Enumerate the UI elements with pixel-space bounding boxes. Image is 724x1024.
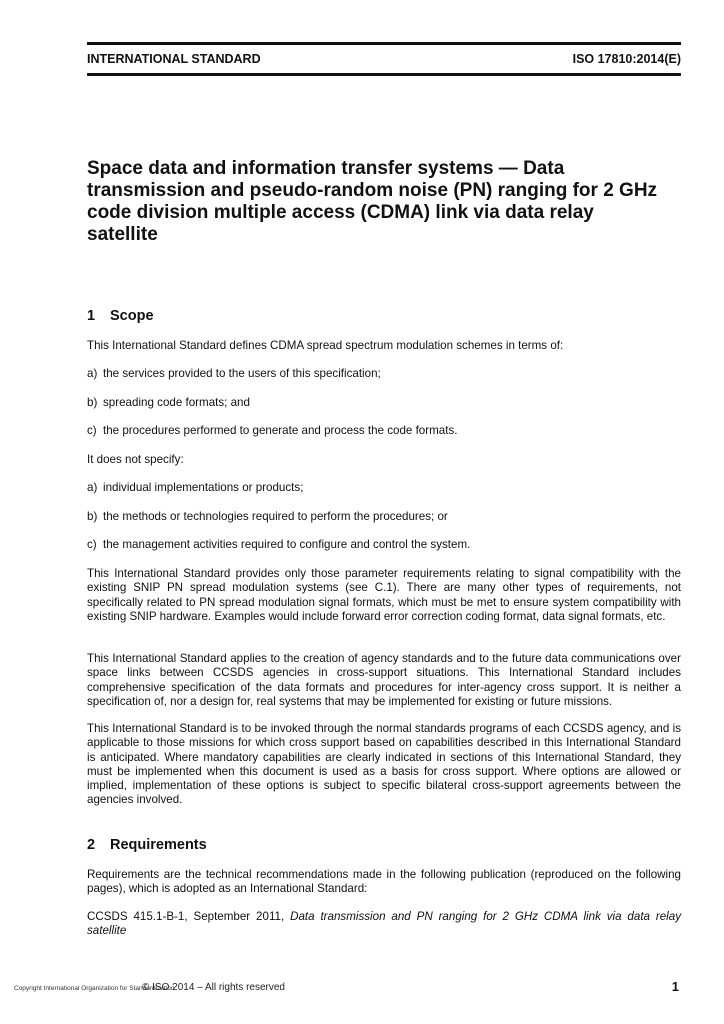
header-top-rule — [87, 42, 681, 45]
section-2-heading — [87, 837, 207, 853]
section-number: 1 — [87, 308, 96, 324]
document-title — [87, 158, 687, 246]
section-number: 2 — [87, 837, 96, 853]
section-title: Scope — [110, 308, 154, 324]
list-item: c) the procedures performed to generate and process the code formats. — [87, 424, 458, 437]
scope-paragraph-1: This International Standard provides only those parameter requirements relating to signal compatibility with the existing SNIP PN spread modulation systems (see C.1). There are many other types of requirements, not specifically related to PN spread modulation signal formats, which must be met to ensure system compatibility with existing SNIP hardware. Examples would include forward error correction coding format, data signal formats, etc. — [87, 567, 681, 623]
reference-citation — [87, 910, 681, 939]
scope-intro: This International Standard defines CDMA spread spectrum modulation schemes in terms of: — [87, 339, 564, 352]
section-title: Requirements — [110, 837, 207, 853]
list-item: a) the services provided to the users of this specification; — [87, 367, 381, 380]
title-line: Space data and information transfer systems — Data — [87, 158, 565, 179]
reference-title: Data transmission and PN ranging for 2 GHz CDMA link via data relay satellite — [87, 910, 681, 938]
header-standard-type: INTERNATIONAL STANDARD — [87, 52, 261, 66]
list-item: b) spreading code formats; and — [87, 396, 250, 409]
footer-copyright: Copyright International Organization for Standardization — [14, 985, 175, 992]
header-bottom-rule — [87, 73, 681, 76]
scope-paragraph-3: This International Standard is to be invoked through the normal standards programs of each CCSDS agency, and is applicable to those missions for which cross support based on capabilities described in this International Standard is anticipated. Where mandatory capabilities are clearly indicated in sections of this International Standard, they must be implemented when this document is used as a basis for cross support. Where options are allowed or implied, implementation of these options is subject to specific bilateral cross-support agreements between the agencies involved. — [87, 722, 681, 807]
footer-rights: © ISO 2014 – All rights reserved — [142, 982, 285, 993]
list-item: a) individual implementations or products; — [87, 481, 304, 494]
requirements-paragraph: Requirements are the technical recommendations made in the following publication (reproduced on the following pages), which is adopted as an International Standard: — [87, 868, 681, 896]
scope-paragraph-2: This International Standard applies to the creation of agency standards and to the future data communications over space links between CCSDS agencies in cross-support situations. This International Standard includes comprehensive specification of the data formats and procedures for inter-agency cross support. It is neither a specification of, nor a design for, real systems that may be implemented for existing or future missions. — [87, 652, 681, 708]
section-1-heading — [87, 308, 154, 324]
title-line: transmission and pseudo-random noise (PN) ranging for 2 GHz — [87, 180, 658, 201]
header-standard-number: ISO 17810:2014(E) — [572, 52, 681, 66]
title-line: satellite — [87, 224, 158, 245]
list-item: c) the management activities required to configure and control the system. — [87, 538, 471, 551]
page-number: 1 — [671, 979, 679, 994]
list-item: b) the methods or technologies required to perform the procedures; or — [87, 510, 448, 523]
not-specify-intro: It does not specify: — [87, 453, 184, 466]
reference-id: CCSDS 415.1-B-1, September 2011, — [87, 910, 285, 923]
title-line: code division multiple access (CDMA) link via data relay — [87, 202, 594, 223]
